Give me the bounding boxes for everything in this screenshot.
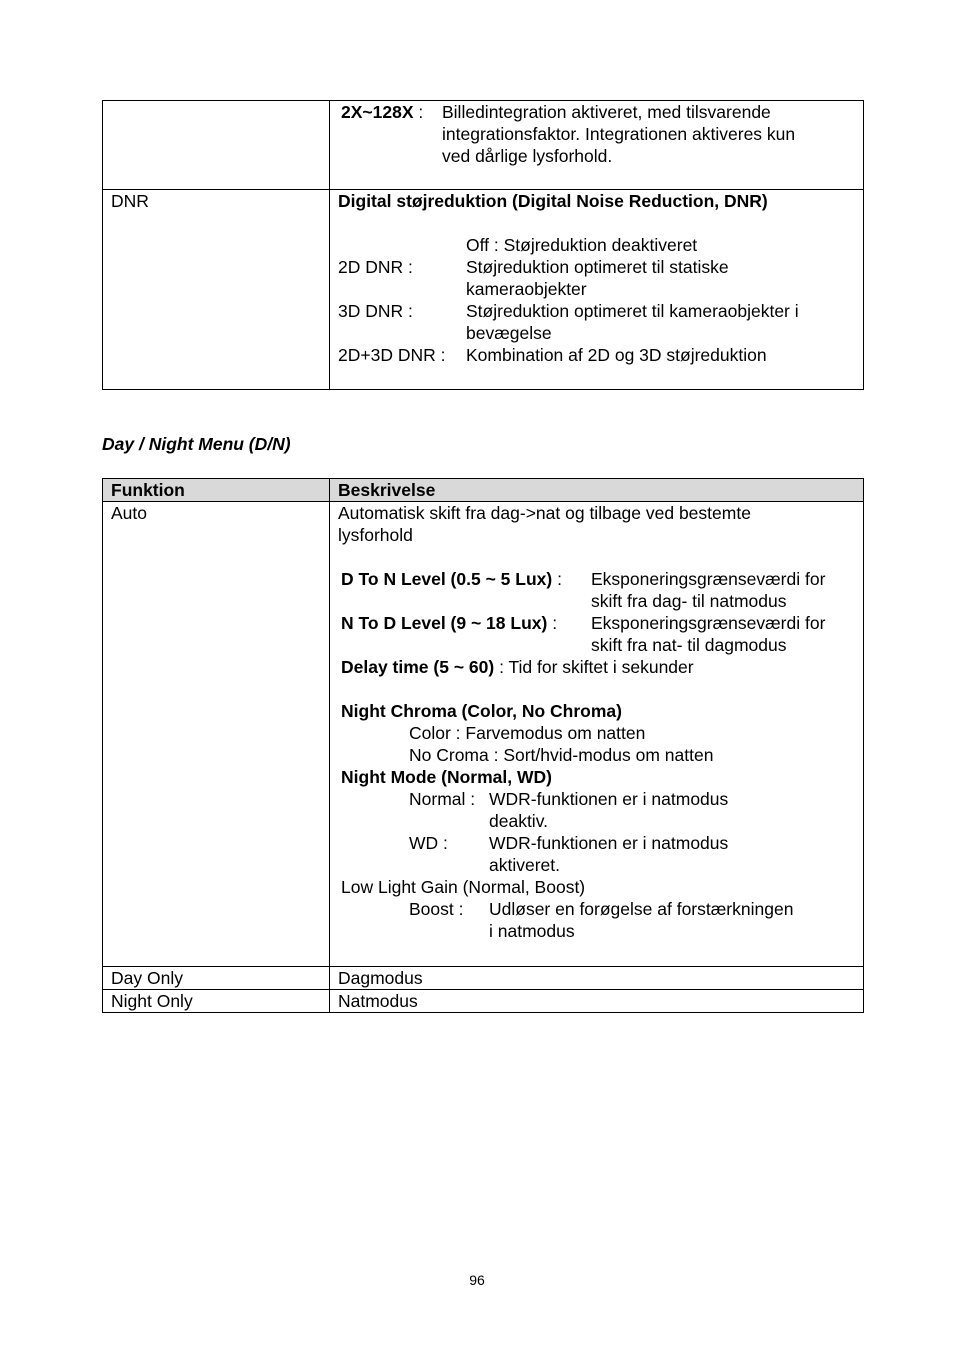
low-light-boost xyxy=(341,898,855,942)
table-row xyxy=(103,989,863,1012)
dnr-item-line: bevægelse xyxy=(466,323,552,343)
n-to-d-sep: : xyxy=(547,613,558,633)
low-light-line: Udløser en forøgelse af forstærkningen xyxy=(489,899,794,919)
delay-entry xyxy=(341,656,855,678)
function-cell: DNR xyxy=(103,190,330,389)
d-to-n-line: skift fra dag- til natmodus xyxy=(591,591,787,611)
integration-line: ved dårlige lysforhold. xyxy=(442,146,613,166)
dnr-heading: Digital støjreduktion (Digital Noise Reduction, DNR) xyxy=(338,191,768,211)
night-mode-line: deaktiv. xyxy=(489,811,549,831)
dnr-item xyxy=(338,344,855,366)
table-row xyxy=(103,966,863,989)
integration-line: Billedintegration aktiveret, med tilsvarende xyxy=(442,102,771,122)
settings-table-continued xyxy=(102,100,864,390)
night-mode-heading: Night Mode (Normal, WD) xyxy=(341,767,552,787)
dnr-off: Off : Støjreduktion deaktiveret xyxy=(466,235,698,255)
integration-entry xyxy=(341,101,855,167)
dnr-item-key: 2D+3D DNR : xyxy=(338,345,446,365)
d-to-n-line: Eksponeringsgrænseværdi for xyxy=(591,569,826,589)
dnr-item-line: Kombination af 2D og 3D støjreduktion xyxy=(466,345,767,365)
night-chroma-color: Color : Farvemodus om natten xyxy=(409,723,646,743)
table-row xyxy=(103,189,863,389)
function-cell: Day Only xyxy=(103,967,330,989)
n-to-d-key: N To D Level (9 ~ 18 Lux) xyxy=(341,613,548,633)
description-cell: Dagmodus xyxy=(338,968,423,988)
delay-text: : Tid for skiftet i sekunder xyxy=(494,657,694,677)
description-cell xyxy=(330,101,863,189)
delay-key: Delay time (5 ~ 60) xyxy=(341,657,495,677)
night-chroma-heading: Night Chroma (Color, No Chroma) xyxy=(341,701,622,721)
n-to-d-line: skift fra nat- til dagmodus xyxy=(591,635,787,655)
header-funktion: Funktion xyxy=(103,479,330,501)
night-chroma-no-croma: No Croma : Sort/hvid-modus om natten xyxy=(409,745,714,765)
low-light-heading: Low Light Gain (Normal, Boost) xyxy=(341,877,586,897)
dnr-item xyxy=(338,300,855,344)
auto-intro-line: Automatisk skift fra dag->nat og tilbage ved bestemte xyxy=(338,503,751,523)
description-cell xyxy=(330,190,863,389)
night-mode-line: WDR-funktionen er i natmodus xyxy=(489,789,729,809)
dnr-item-line: kameraobjekter xyxy=(466,279,587,299)
night-mode-line: WDR-funktionen er i natmodus xyxy=(489,833,729,853)
dnr-item-key: 3D DNR : xyxy=(338,301,413,321)
night-mode-key: Normal : xyxy=(409,789,476,809)
function-cell: Auto xyxy=(103,502,330,966)
table-row xyxy=(103,501,863,966)
integration-sep: : xyxy=(413,102,424,122)
description-cell: Natmodus xyxy=(338,991,418,1011)
night-mode-key: WD : xyxy=(409,833,448,853)
function-cell: Night Only xyxy=(103,990,330,1012)
n-to-d-entry xyxy=(341,612,855,656)
description-cell xyxy=(330,502,863,966)
dnr-item-line: Støjreduktion optimeret til statiske xyxy=(466,257,729,277)
low-light-key: Boost : xyxy=(409,899,464,919)
d-to-n-key: D To N Level (0.5 ~ 5 Lux) xyxy=(341,569,553,589)
auto-intro-line: lysforhold xyxy=(338,525,413,545)
night-mode-line: aktiveret. xyxy=(489,855,560,875)
day-night-table xyxy=(102,478,864,1013)
table-header-row xyxy=(103,479,863,501)
low-light-line: i natmodus xyxy=(489,921,575,941)
page-number: 96 xyxy=(469,1272,485,1288)
section-title: Day / Night Menu (D/N) xyxy=(102,434,291,454)
header-beskrivelse: Beskrivelse xyxy=(338,480,436,500)
d-to-n-sep: : xyxy=(552,569,562,589)
d-to-n-entry xyxy=(341,568,855,612)
dnr-item xyxy=(338,256,855,300)
night-mode-wd xyxy=(341,832,855,876)
integration-key: 2X~128X xyxy=(341,102,414,122)
table-row xyxy=(103,101,863,189)
dnr-item-line: Støjreduktion optimeret til kameraobjekter i xyxy=(466,301,799,321)
function-cell xyxy=(103,101,330,189)
integration-line: integrationsfaktor. Integrationen aktiveres kun xyxy=(442,124,796,144)
n-to-d-line: Eksponeringsgrænseværdi for xyxy=(591,613,826,633)
dnr-item-key: 2D DNR : xyxy=(338,257,413,277)
night-mode-normal xyxy=(341,788,855,832)
